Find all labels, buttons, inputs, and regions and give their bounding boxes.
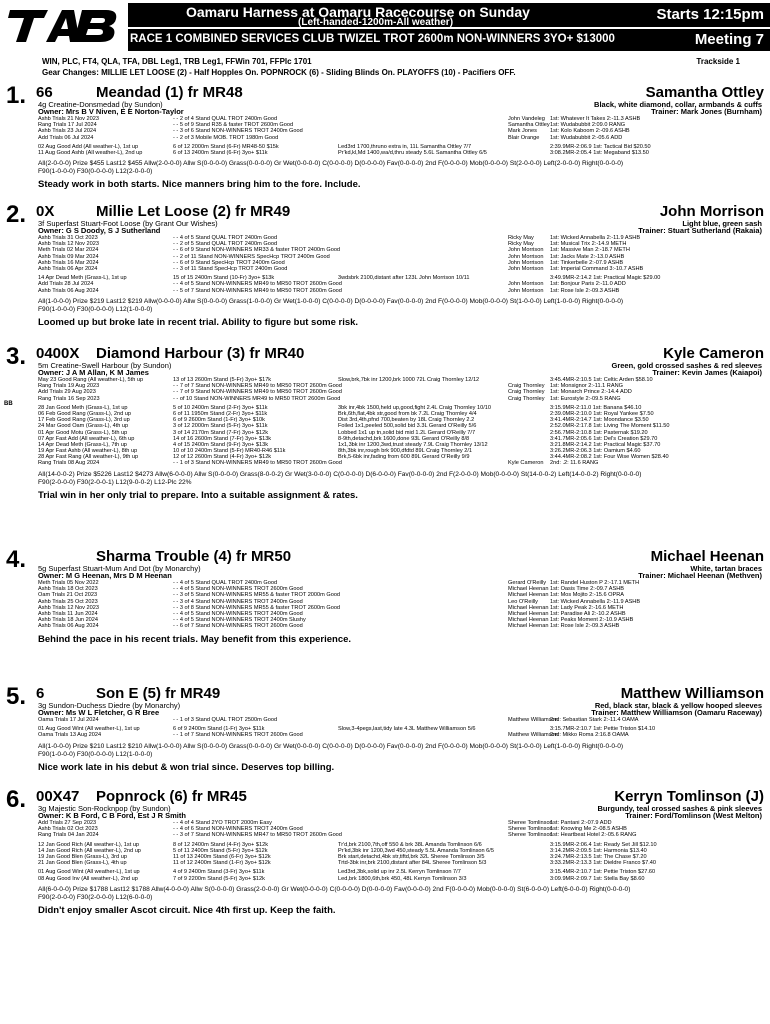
form-comment: Lobbed 1x1 up tn,solid bid mid 1.2L Gerard O'Reilly 7/7 <box>338 429 476 436</box>
form-placing: - - 7 of 7 Stand NON-WINNERS MR49 to MR50 TROT 2600m Good <box>173 383 342 390</box>
form-placing: - - 2 of 3 Mobile MOB. TROT 1980m Good <box>173 134 279 141</box>
form-result: 1st: Wicked Annabella 2:-11.9 ASHB <box>550 598 641 605</box>
runner-statistics <box>38 886 758 902</box>
form-result: 3:44.4MR-2:08.2 1st: Four Wise Women $28.40 <box>550 454 669 461</box>
runner-colours: Burgundy, teal crossed sashes & pink sleeves <box>597 804 762 813</box>
form-placing: 6 of 9 2400m Stand (1-Fr) 3yo+ $11k <box>173 726 265 733</box>
runner-driver: Michael Heenan <box>650 548 764 565</box>
runner-trainer: Trainer: Ford/Tomlinson (West Melton) <box>625 811 762 820</box>
form-driver: Matthew Williamson <box>508 717 558 723</box>
form-meeting: 08 Aug Good Inv (All weather-L), 2nd up <box>38 875 138 882</box>
form-driver: Craig Thornley <box>508 389 545 396</box>
stats-line: All(2-0-0-0) Prize $455 Last12 $455 Allw(2-0-0-0) Allw S(0-0-0-0) Grass(0-0-0-0) Gr Wet(0-0-0-0) C(0-0-0-0) D(0-0-0-0) Fav(0-0-0-0) 2nd F(0-0-0-0) Mob(0-0-0-0) St(2-0-0-0) Left(2-0-0-0) Right(0-0-0-0) <box>38 160 624 168</box>
form-result: 1st: Massive Man 2:-18.7 METH <box>550 247 630 254</box>
form-meeting: 17 Feb Good Rang (Grass-L), 3rd up <box>38 417 130 424</box>
runner-name: Sharma Trouble (4) fr MR50 <box>96 548 292 565</box>
form-meeting: Meth Trials 02 Mar 2024 <box>38 247 99 254</box>
form-placing: 13 of 13 2600m Stand (5-Fr) 3yo+ $17k <box>173 377 272 383</box>
runner-statistics <box>38 743 758 759</box>
runner-form-figures: 0400X <box>36 345 80 362</box>
form-row <box>38 396 768 402</box>
stats-line: F90(2-0-0-0) F30(2-0-0-0) L12(6-0-0-0) <box>38 893 153 901</box>
form-comment: Dist 3rd,4th,pfnd 700,beaten by 18L Craig Thornley 2.2 <box>338 417 475 424</box>
form-result: 1st: Musical Trix 2:-14.9 METH <box>550 241 627 248</box>
runner-breeding: 3g Sundon-Duchess Diedre (by Monarchy) <box>38 701 181 710</box>
form-meeting: 14 Jan Good Rich (All weather-L), 2nd up <box>38 847 141 854</box>
form-result: 1st: Mos Mojito 2:-15.6 OPRA <box>550 592 624 599</box>
form-placing: - - 6 of 9 Stand SpecHcp TROT 2400m Good <box>173 259 285 266</box>
form-placing: 15 of 15 2400m Stand (10-Fr) 3yo+ $13k <box>173 275 275 282</box>
form-meeting: Rang Trials 17 Jul 2024 <box>38 122 97 129</box>
stats-line: All(1-0-0-0) Prize $210 Last12 $210 Allw(1-0-0-0) Allw S(0-0-0-0) Grass(0-0-0-0) Gr Wet(0-0-0-0) C(0-0-0-0) D(0-0-0-0) Fav(0-0-0-0) 2nd F(0-0-0-0) Mob(0-0-0-0) St(1-0-0-0) Left(1-0-0-0) Right(0-0-0-0) <box>38 742 624 750</box>
form-meeting: Ashb Trials 12 Nov 2023 <box>38 241 99 248</box>
form-comment: Led3rd 1700,thruno extra in, 11L Samantha Ottley 7/7 <box>338 143 472 150</box>
form-lines <box>38 377 768 467</box>
form-row <box>38 732 768 738</box>
form-placing: 5 of 10 2400m Stand (2-Fr) 3yo+ $11k <box>173 404 268 411</box>
form-driver: Leo O'Reilly <box>508 598 538 605</box>
form-result: 1st: Imperial Command 3:-10.7 ASHB <box>550 265 644 272</box>
stats-line: F90(1-0-0-0) F30(0-0-0-0) L12(1-0-0-0) <box>38 750 153 758</box>
form-meeting: Oama Trials 17 Jul 2024 <box>38 717 99 723</box>
form-meeting: Ashb Trials 06 Aug 2024 <box>38 287 99 294</box>
form-meeting: Ashb Trials 23 Jul 2024 <box>38 128 97 135</box>
form-placing: - - 1 of 3 Stand NON-WINNERS MR49 to MR50 TROT 2600m Good <box>173 460 342 467</box>
form-driver: Michael Heenan <box>508 623 549 630</box>
runner-colours: Red, black star, black & yellow hooped sleeves <box>594 701 762 710</box>
form-placing: - - 4 of 5 Stand QUAL TROT 2400m Good <box>173 580 278 586</box>
form-meeting: 19 Apr Fast Ashb (All weather-L), 8th up <box>38 448 138 455</box>
form-meeting: Ashb Trials 12 Nov 2023 <box>38 604 99 611</box>
form-meeting: 14 Apr Dead Meth (Grass-L), 1st up <box>38 275 127 282</box>
runner-form-figures: 0X <box>36 203 55 220</box>
form-meeting: Ashb Trials 06 Aug 2024 <box>38 623 99 630</box>
form-row <box>38 266 768 272</box>
runner-name: Son E (5) fr MR49 <box>96 685 221 702</box>
runner-breeding: 4g Creatine-Donsmedad (by Sundon) <box>38 100 163 109</box>
form-placing: - - 1 of 7 Stand NON-WINNERS TROT 2600m Good <box>173 732 303 739</box>
form-meeting: Ashb Trials 02 Oct 2023 <box>38 826 98 833</box>
form-meeting: 01 Aug Good Wint (All weather-L), 1st up <box>38 726 140 733</box>
runner-number: 1. <box>6 82 27 109</box>
runner-colours: White, tartan braces <box>690 564 762 573</box>
form-placing: - - 3 of 4 Stand NON-WINNERS TROT 2400m Good <box>173 598 303 605</box>
bet-types: WIN, PLC, FT4, QLA, TFA, DBL Leg1, TRB Leg1, FFWin 701, FFPlc 1701 <box>42 57 312 66</box>
form-result: 1st: Wudabubbit 2:09.0 RANG <box>550 122 626 129</box>
stats-line: All(6-0-0-0) Prize $1788 Last12 $1788 Allw(4-0-0-0) Allw S(0-0-0-0) Grass(2-0-0-0) Gr Wet(0-0-0-0) C(0-0-0-0) D(0-0-0-0) Fav(0-0-0-0) 2nd F(0-0-0-0) Mob(0-0-0-0) St(6-0-0-0) Left(6-0-0-0) Right(0-0-0-0) <box>38 885 631 893</box>
form-meeting: Add Trials 28 Jul 2024 <box>38 281 94 288</box>
form-driver: John Morrison <box>508 265 544 272</box>
form-placing: 3 of 14 2170m Stand (7-Fr) 3yo+ $12k <box>173 429 268 436</box>
form-driver: Craig Thornley <box>508 383 545 390</box>
form-placing: 11 of 13 2400m Stand (6-Fr) 3yo+ $12k <box>173 853 271 860</box>
form-meeting: Rang Trials 04 Jan 2024 <box>38 832 99 839</box>
form-lines <box>38 717 768 739</box>
runner-trainer: Trainer: Michael Heenan (Methven) <box>638 571 762 580</box>
trackside-channel: Trackside 1 <box>696 57 740 66</box>
form-result: 3:26.2MR-2:06.3 1st: Oamium $4.60 <box>550 448 641 455</box>
form-placing: - - 4 of 5 Stand NON-WINNERS TROT 2600m Good <box>173 586 303 593</box>
form-driver: Mark Jones <box>508 128 537 135</box>
form-result: 3:21.8MR-2:14.2 1st: Practical Magic $37.70 <box>550 441 661 448</box>
form-placing: 11 of 12 2400m Stand (1-Fr) 3yo+ $12k <box>173 860 271 867</box>
form-meeting: Oam Trials 21 Oct 2023 <box>38 592 98 599</box>
runner-name: Diamond Harbour (3) fr MR40 <box>96 345 305 362</box>
form-lines <box>38 116 768 156</box>
form-placing: - - 4 of 5 Stand NON-WINNERS TROT 2400m Slushy <box>173 617 306 624</box>
form-result: 1st: Pantani 2:-07.9 ADD <box>550 820 612 826</box>
runner-name: Meandad (1) fr MR48 <box>96 84 243 101</box>
form-result: 3:15.7MR-2:10.7 1st: Pettie Triston $14.10 <box>550 726 656 733</box>
form-placing: - - 3 of 7 Stand NON-WINNERS MR47 to MR50 TROT 2600m Good <box>173 832 342 839</box>
form-driver: Ricky May <box>508 241 534 248</box>
form-result: 1st: Eurostyle 2:-09.5 RANG <box>550 395 621 402</box>
runner-breeding: 5m Creatine-Swell Harbour (by Sundon) <box>38 361 172 370</box>
form-meeting: Ashb Trials 25 Oct 2023 <box>38 598 98 605</box>
runner-form-figures: 66 <box>36 84 53 101</box>
form-meeting: Add Trials 27 Sep 2023 <box>38 820 97 826</box>
gear-changes: Gear Changes: MILLIE LET LOOSE (2) - Half Hopples On. POPNROCK (6) - Sliding Blinds On. PLAYOFFS (10) - Pacifiers OFF. <box>42 68 516 77</box>
form-placing: - - 6 of 7 Stand NON-WINNERS TROT 2600m Good <box>173 623 303 630</box>
runner-driver: Matthew Williamson <box>620 685 764 702</box>
form-driver: Michael Heenan <box>508 617 549 624</box>
form-result: 1st: Oasis Time 2:-09.7 ASHB <box>550 586 624 593</box>
form-result: 1st: Kolo Kaboom 2:-09.6 ASHB <box>550 128 630 135</box>
form-result: 3:33.2MR-2:13.3 1st: Dieldre Franco $7.40 <box>550 860 657 867</box>
form-comment: 1x1,3bk inr 1200,3wd,trust steady 7.9L Craig Thornley 13/12 <box>338 441 488 448</box>
form-comment: Brk,5-6bk inr,fading from 600 89L Gerard O'Reilly 9/9 <box>338 454 470 461</box>
form-row <box>38 860 768 866</box>
form-meeting: 19 Jan Good Blen (Grass-L), 3rd up <box>38 853 127 860</box>
runner-owner: Owner: J A M Allan, K M James <box>38 368 149 377</box>
form-placing: 8 of 12 2400m Stand (4-Fr) 3yo+ $12k <box>173 841 268 848</box>
runner-name: Popnrock (6) fr MR45 <box>96 788 247 805</box>
form-comment: Brk start,detachd,4bk str,tiftd,brk 32L Sheree Tomlinson 3/5 <box>338 853 485 860</box>
form-placing: - - 3 of 8 Stand NON-WINNERS MR55 & faster TROT 2600m Good <box>173 604 341 611</box>
form-placing: 4 of 9 2400m Stand (3-Fr) 3yo+ $11k <box>173 869 265 876</box>
race-title: RACE 1 COMBINED SERVICES CLUB TWIZEL TROT 2600m NON-WINNERS 3YO+ $13000 <box>130 33 615 45</box>
form-comment: Pr'kd,kl,Md 1400,wa/d,thru steady 5.6L Samantha Ottley 6/5 <box>338 149 487 156</box>
form-meeting: Rang Trials 19 Aug 2023 <box>38 383 100 390</box>
stats-line: All(1-0-0-0) Prize $219 Last12 $219 Allw(0-0-0-0) Allw S(0-0-0-0) Grass(1-0-0-0) Gr Wet(1-0-0-0) C(0-0-0-0) D(0-0-0-0) Fav(0-0-0-0) 2nd F(0-0-0-0) Mob(0-0-0-0) St(1-0-0-0) Left(1-0-0-0) Right(0-0-0-0) <box>38 297 624 305</box>
stats-line: All(14-0-0-2) Prize $5226 Last12 $4273 Allw(6-0-0-0) Allw S(0-0-0-0) Grass(8-0-0-2) Gr Wet(3-0-0-0) C(0-0-0-0) D(6-0-0-0) Fav(0-0-0-0) 2nd F(2-0-0-0) Mob(0-0-0-0) St(14-0-0-2) Left(14-0-0-2) Right(0-0-0-0) <box>38 470 642 478</box>
stats-line: F90(1-0-0-0) F30(0-0-0-0) L12(2-0-0-0) <box>38 168 153 176</box>
runner-comment: Steady work in both starts. Nice manners bring him to the fore. Include. <box>38 179 361 191</box>
form-placing: - - 3 of 6 Stand NON-WINNERS TROT 2400m Good <box>173 128 303 135</box>
form-result: 3:45.4MR-2:10.5 1st: Celtic Arden $58.10 <box>550 377 653 383</box>
runner-driver: Kerryn Tomlinson (J) <box>614 788 764 805</box>
runner-number: 4. <box>6 546 27 573</box>
form-placing: - - of 10 Stand NON-WINNERS MR49 to MR50 TROT 2600m Good <box>173 395 341 402</box>
form-meeting: Meth Trials 05 Nov 2022 <box>38 580 99 586</box>
form-driver: Michael Heenan <box>508 604 549 611</box>
form-result: 3:14.2MR-2:09.5 1st: Harmonia $13.40 <box>550 847 647 854</box>
form-placing: - - 2 of 5 Stand QUAL TROT 2400m Good <box>173 241 278 248</box>
start-time: Starts 12:15pm <box>656 6 764 23</box>
form-placing: - - 1 of 3 Stand QUAL TROT 2500m Good <box>173 717 278 723</box>
form-result: 1st: Rose Isle 2:-09.3 ASHB <box>550 287 620 294</box>
runner-owner: Owner: Ms W L Fletcher, G R Bree <box>38 708 160 717</box>
form-comment: 3bk inr,4bk 1500,held up,good,fight 2.4L Craig Thornley 10/10 <box>338 404 492 411</box>
form-meeting: Ashb Trials 09 Mar 2024 <box>38 253 99 260</box>
form-comment: Slow,3-4pegs,last,tidy late 4.3L Matthew Williamson 5/6 <box>338 726 476 733</box>
form-result: 3:24.7MR-2:13.5 1st: The Chase $7.20 <box>550 853 647 860</box>
form-meeting: 01 Aug Good Wint (All weather-L), 1st up <box>38 869 140 876</box>
form-comment: Brk,6th,flat,4bk str,good from bk 7.2L Craig Thornley 4/4 <box>338 410 477 417</box>
form-driver: Michael Heenan <box>508 610 549 617</box>
form-driver: Samantha Ottley <box>508 122 550 129</box>
form-comment: Trtd-3bk inr,brk 2100,distant after 84L Sheree Tomlinson 5/3 <box>338 860 487 867</box>
form-driver: John Morrison <box>508 247 544 254</box>
form-meeting: Ashb Trials 18 Oct 2023 <box>38 586 98 593</box>
form-driver: Ricky May <box>508 235 534 241</box>
form-result: 1st: Whatever It Takes 2:-11.3 ASHB <box>550 116 641 122</box>
runner-breeding: 5g Superfast Stuart-Mum And Dot (by Monarchy) <box>38 564 201 573</box>
form-comment: Foiled 1x1,peeled 500,solid bid 3.3L Gerard O'Reilly 5/6 <box>338 423 477 430</box>
form-driver: John Morrison <box>508 281 544 288</box>
runner-colours: Green, gold crossed sashes & red sleeves <box>611 361 762 370</box>
runner-number: 3. <box>6 343 27 370</box>
runner-statistics <box>38 298 758 314</box>
form-meeting: 12 Jan Good Rich (All weather-L), 1st up <box>38 841 140 848</box>
form-result: 1st: Wudabubbit 2:-05.6 ADD <box>550 134 623 141</box>
form-result: 1st: Randel Huston P 2:-17.1 METH <box>550 580 640 586</box>
form-placing: - - 5 of 7 Stand NON-WINNERS MR49 to MR50 TROT 2600m Good <box>173 287 342 294</box>
form-driver: Michael Heenan <box>508 592 549 599</box>
form-placing: 3 of 12 2000m Stand (5-Fr) 3yo+ $11k <box>173 423 268 430</box>
runner-comment: Trial win in her only trial to prepare. Into a suitable assignment & rates. <box>38 489 358 501</box>
form-driver: Blair Orange <box>508 134 540 141</box>
runner-driver: Kyle Cameron <box>663 345 764 362</box>
form-meeting: Ashb Trials 31 Oct 2023 <box>38 235 98 241</box>
form-meeting: Oama Trials 13 Aug 2024 <box>38 732 102 739</box>
form-result: 1st: Monarch Prince 2:-14.4 ADD <box>550 389 632 396</box>
form-meeting: Add Trials 06 Jul 2024 <box>38 134 94 141</box>
form-row <box>38 717 768 723</box>
runner-statistics <box>38 160 758 176</box>
form-meeting: 24 Mar Good Oam (Grass-L), 4th up <box>38 423 129 430</box>
form-result: 1st: Paradise Ali 2:-10.2 ASHB <box>550 610 626 617</box>
form-meeting: May 23 Good Rang (All weather-L), 5th up <box>38 377 144 383</box>
form-lines <box>38 820 768 882</box>
tab-logo <box>8 6 124 46</box>
meeting-number: Meeting 7 <box>694 31 764 48</box>
form-result: 2:56.7MR-2:10.8 1st: Pasternak $19.20 <box>550 429 648 436</box>
form-meeting: 28 Apr Fast Rang (All weather-L), 9th up <box>38 454 139 461</box>
form-meeting: Rang Trials 16 Sep 2023 <box>38 395 100 402</box>
stats-line: F90(2-0-0-0) F30(2-0-0-1) L12(9-0-0-2) L12-Plc 22% <box>38 478 192 486</box>
form-driver: Michael Heenan <box>508 586 549 593</box>
blinkers-badge: BB <box>4 401 13 407</box>
form-meeting: 11 Aug Good Ashb (All weather-L), 2nd up <box>38 149 143 156</box>
form-meeting: Rang Trials 08 Aug 2024 <box>38 460 100 467</box>
form-result: 3:49.9MR-2:14.2 1st: Practical Magic $29.00 <box>550 275 661 282</box>
form-meeting: Ashb Trials 18 Jun 2024 <box>38 617 99 624</box>
form-driver: John Morrison <box>508 259 544 266</box>
form-placing: - - 3 of 11 Stand SpecHcp TROT 2400m Good <box>173 265 288 272</box>
runner-trainer: Trainer: Mark Jones (Burnham) <box>651 107 762 116</box>
form-comment: 8th,3bk inr,rough brk 900,dfdtd 89L Craig Thornley 2/1 <box>338 448 473 455</box>
form-placing: - - 4 of 5 Stand QUAL TROT 2400m Good <box>173 235 278 241</box>
form-driver: Gerard O'Reilly <box>508 580 547 586</box>
form-driver: Kyle Cameron <box>508 460 544 467</box>
form-placing: 5 of 11 2400m Stand (5-Fr) 3yo+ $12k <box>173 847 268 854</box>
form-placing: - - 4 of 5 Stand NON-WINNERS TROT 2400m Good <box>173 610 303 617</box>
form-placing: 14 of 16 2600m Stand (7-Fr) 3yo+ $13k <box>173 435 272 442</box>
form-comment: Led,brk 1800,6th,brk 450, 48L Kerryn Tomlinson 3/3 <box>338 875 467 882</box>
runner-driver: John Morrison <box>659 203 764 220</box>
form-row <box>38 288 768 294</box>
form-placing: 12 of 12 2600m Stand (4-Fr) 3yo+ $12k <box>173 454 272 461</box>
form-comment: Led3rd,3bk,solid up inr 2.5L Kerryn Tomlinson 7/7 <box>338 869 461 876</box>
runner-comment: Behind the pace in his recent trials. May benefit from this experience. <box>38 633 352 645</box>
form-result: 2:52.0MR-2:17.8 1st: Living The Moment $11.50 <box>550 423 670 430</box>
form-result: 3:15.9MR-2:11.0 1st: Banana $46.10 <box>550 404 642 411</box>
runner-form-figures: 00X47 <box>36 788 80 805</box>
runner-name: Millie Let Loose (2) fr MR49 <box>96 203 291 220</box>
form-result: 2:39.9MR-2:06.9 1st: Tactical Bid $20.50 <box>550 143 651 150</box>
meeting-title: Oamaru Harness at Oamaru Racecourse on Sunday <box>186 4 530 20</box>
form-meeting: 06 Feb Good Rang (Grass-L), 2nd up <box>38 410 131 417</box>
form-meeting: 01 Apr Good Motu (Grass-L), 5th up <box>38 429 128 436</box>
form-placing: 10 of 10 2400m Stand (5-Fr) MR40-R46 $11k <box>173 448 286 455</box>
form-meeting: Add Trials 29 Aug 2023 <box>38 389 96 396</box>
form-meeting: 07 Apr Fast Add (All weather-L), 6th up <box>38 435 135 442</box>
form-meeting: Ashb Trials 11 Jun 2024 <box>38 610 98 617</box>
form-result: 1st: Wicked Annabella 2:-11.9 ASHB <box>550 235 641 241</box>
runner-comment: Didn't enjoy smaller Ascot circuit. Nice 4th first up. Keep the faith. <box>38 904 336 916</box>
header <box>0 0 770 52</box>
runner-driver: Samantha Ottley <box>645 84 764 101</box>
form-lines <box>38 235 768 294</box>
runner-breeding: 3f Superfast Stuart-Foot Loose (by Grant Our Wishes) <box>38 219 218 228</box>
form-result: 1st: Lady Peak 2:-16.6 METH <box>550 604 624 611</box>
runner-number: 6. <box>6 786 27 813</box>
form-placing: - - 7 of 9 Stand NON-WINNERS MR49 to MR50 TROT 2600m Good <box>173 389 342 396</box>
form-placing: 6 of 13 2400m Stand (6-Fr) 3yo+ $11k <box>173 149 268 156</box>
form-placing: - - 2 of 11 Stand NON-WINNERS SpecHcp TROT 2400m Good <box>173 253 330 260</box>
form-driver: Matthew Williamson <box>508 732 558 739</box>
form-placing: - - 5 of 9 Stand R35 & faster TROT 2600m Good <box>173 122 294 129</box>
runner-trainer: Trainer: Matthew Williamson (Oamaru Raceway) <box>591 708 762 717</box>
form-comment: Slow,brk,7bk inr 1200,brk 1000 72L Craig Thornley 12/12 <box>338 377 480 383</box>
form-comment: Tr'd,brk 2100,7th,off 550 & brk 38L Amanda Tomlinson 6/6 <box>338 841 482 848</box>
form-result: 2nd: Mikko Roma 2:16.8 OAMA <box>550 732 629 739</box>
form-result: 1st: Heartbeat Hotel 2:-05.6 RANG <box>550 832 637 839</box>
form-placing: - - 4 of 5 Stand NON-WINNERS MR49 to MR50 TROT 2600m Good <box>173 281 342 288</box>
form-result: 3:15.4MR-2:10.7 1st: Pettie Triston $27.60 <box>550 869 656 876</box>
runner-colours: Black, white diamond, collar, armbands & cuffs <box>594 100 762 109</box>
form-row <box>38 623 768 629</box>
form-placing: 6 of 12 2000m Stand (6-Fr) MR48-50 $15k <box>173 143 279 150</box>
runner-trainer: Trainer: Kevin James (Kaiapoi) <box>652 368 762 377</box>
form-result: 3:41.4MR-2:14.7 1st: Moondance $3.50 <box>550 417 649 424</box>
runner-owner: Owner: K B Ford, C B Ford, Est J R Smith <box>38 811 186 820</box>
form-result: 2nd: .2: 11.6 RANG <box>550 460 599 467</box>
form-placing: - - 2 of 4 Stand QUAL TROT 2400m Good <box>173 116 278 122</box>
form-row <box>38 135 768 141</box>
form-result: 1st: Tinkerbelle 2:-07.9 ASHB <box>550 259 624 266</box>
form-row <box>38 460 768 466</box>
header-title-bar <box>128 3 770 27</box>
form-meeting: 02 Aug Good Add (All weather-L), 1st up <box>38 143 139 150</box>
form-meeting: Ashb Trials 16 Mar 2024 <box>38 259 99 266</box>
form-driver: John Morrison <box>508 287 544 294</box>
form-placing: - - 4 of 4 Stand 2YO TROT 2000m Easy <box>173 820 272 826</box>
form-row <box>38 150 768 156</box>
form-placing: - - 6 of 9 Stand NON-WINNERS MR33 & faster TROT 2400m Good <box>173 247 341 254</box>
form-lines <box>38 580 768 630</box>
form-result: 3:15.9MR-2:06.4 1st: Ready Set Jill $12.10 <box>550 841 657 848</box>
runner-number: 5. <box>6 683 27 710</box>
runner-comment: Nice work late in his debut & won trial since. Deserves top billing. <box>38 761 335 773</box>
form-placing: 6 of 11 1950m Stand (2-Fr) 3yo+ $11k <box>173 410 268 417</box>
form-driver: Sheree Tomlinson <box>508 826 553 833</box>
runner-comment: Loomed up but broke late in recent trial. Ability to figure but some risk. <box>38 316 359 328</box>
runner-form-figures: 6 <box>36 685 45 702</box>
form-meeting: Ashb Trials 06 Apr 2024 <box>38 265 98 272</box>
runner-owner: Owner: M G Heenan, Mrs D M Heenan <box>38 571 172 580</box>
form-result: 2nd: Sebastian Stark 2:-11.4 OAMA <box>550 717 639 723</box>
runner-colours: Light blue, green sash <box>682 219 762 228</box>
form-driver: John Vandeleg <box>508 116 545 122</box>
form-placing: - - 4 of 6 Stand NON-WINNERS TROT 2400m Good <box>173 826 303 833</box>
form-placing: - - 3 of 5 Stand NON-WINNERS MR55 & faster TROT 2000m Good <box>173 592 341 599</box>
track-conditions: (Left-handed-1200m-All weather) <box>298 17 454 28</box>
form-row <box>38 876 768 882</box>
form-result: 1st: Bonjour Paris 2:-11.0 ADD <box>550 281 626 288</box>
form-placing: 7 of 9 2200m Stand (5-Fr) 3yo+ $12k <box>173 875 265 882</box>
form-driver: Sheree Tomlinson <box>508 820 553 826</box>
form-driver: Sheree Tomlinson <box>508 832 553 839</box>
header-race-bar <box>128 29 770 51</box>
form-result: 1st: Knowing Me 2:-08.5 ASHB <box>550 826 627 833</box>
form-driver: Craig Thornley <box>508 395 545 402</box>
form-result: 3:08.2MR-2:05.4 1st: Megaband $13.50 <box>550 149 649 156</box>
form-row <box>38 832 768 838</box>
form-result: 3:09.9MR-2:09.7 1st: Stella Bay $8.60 <box>550 875 645 882</box>
form-comment: Pr'kd,3bk inr 1200,3wd 450,steady 5.5L Amanda Tomlinson 6/5 <box>338 847 494 854</box>
form-meeting: Ashb Trials 21 Nov 2023 <box>38 116 99 122</box>
form-result: 1st: Rose Isle 2:-09.3 ASHB <box>550 623 620 630</box>
runner-owner: Owner: Mrs B V Niven, E E Norton-Taylor <box>38 107 184 116</box>
form-placing: 4 of 15 2400m Stand (9-Fr) 3yo+ $13k <box>173 441 268 448</box>
form-meeting: 28 Jan Good Meth (Grass-L), 1st up <box>38 404 128 411</box>
form-placing: 6 of 9 2600m Stand (1-Fr) 3yo+ $10k <box>173 417 265 424</box>
form-comment: 3wdsbrk 2100,distant after 123L John Morrison 10/11 <box>338 275 470 282</box>
runner-trainer: Trainer: Stuart Sutherland (Rakaia) <box>638 226 762 235</box>
runner-owner: Owner: G S Doody, S J Sutherland <box>38 226 161 235</box>
form-result: 1st: Jacks Mate 2:-13.0 ASHB <box>550 253 625 260</box>
form-result: 1st: Monsignor 2:-11.1 RANG <box>550 383 623 390</box>
form-driver: John Morrison <box>508 253 544 260</box>
form-result: 1st: Peaks Moment 2:-10.9 ASHB <box>550 617 634 624</box>
form-result: 2:39.0MR-2:10.0 1st: Royal Yankee $7.50 <box>550 410 654 417</box>
runner-breeding: 3g Majestic Son-Rocknpop (by Sundon) <box>38 804 171 813</box>
runner-number: 2. <box>6 201 27 228</box>
stats-line: F90(1-0-0-0) F30(0-0-0-0) L12(1-0-0-0) <box>38 305 153 313</box>
form-comment: 8-9th,detachd,brk 1600,done 93L Gerard O'Reilly 8/8 <box>338 435 470 442</box>
form-meeting: 21 Jan Good Blen (Grass-L), 4th up <box>38 860 127 867</box>
form-result: 3:41.7MR-2:05.6 1st: Del's Creation $29.70 <box>550 435 658 442</box>
runner-statistics <box>38 471 758 487</box>
form-meeting: 14 Apr Dead Meth (Grass-L), 7th up <box>38 441 127 448</box>
